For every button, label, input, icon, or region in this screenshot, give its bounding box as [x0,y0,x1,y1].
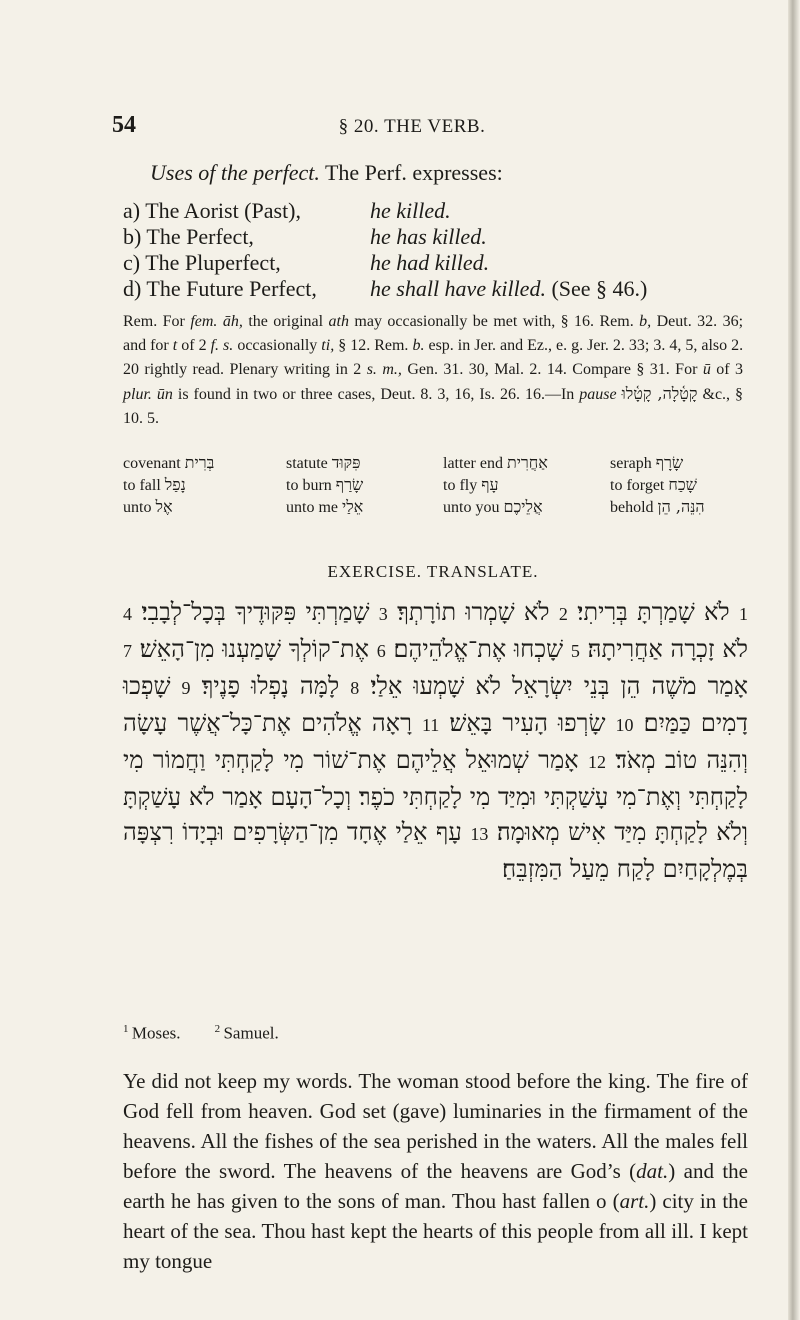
list-item-note: (See § 46.) [551,276,648,301]
sentence-text: שָׁמַרְתִּי פִּקּוּדֶיךָ בְּכָל־לְבָבִי׃ [141,598,370,626]
vocab-hebrew: עָף [481,475,499,494]
sentence-number: 9 [181,678,191,698]
list-item-value: he killed. [370,198,451,223]
hebrew-sentence [202,672,360,700]
vocabulary-table [123,453,743,519]
running-head: § 20. THE VERB. [338,116,486,137]
sentence-text: לָמָּה נָפְלוּ פָנֶיךָ׃ [201,672,340,700]
sentence-number: 4 [123,604,132,624]
rem-text: Gen. 31. 30, Mal. 2. 14. Compare § 31. For [407,361,698,378]
english-exercise [123,1066,748,1276]
vocab-hebrew: אַחֲרִית [506,453,548,472]
vocab-hebrew: שָׁכַח [668,475,697,494]
sentence-text: אָמַר שְׁמוּאֵל אֲלֵיהֶם אֶת־שׁוֹר מִי לָקַחְתִּי וַחֲמוֹר מִי לָקַחְתִּי וְאֶת־מִי עָשַׁקְתִּי וּמִיַּד מִי לָקַחְתִּי כֹפֶר׃ וְכָל־הָעָם אָמַר לֹא עָשַׁקְתָּ וְלֹא לָקַחְתָּ מִיַּד אִישׁ מְאוּמָה׃ [123,746,748,846]
sentence-number: 3 [378,604,388,624]
rem-text: of 2 [181,337,207,354]
rem-italic: pause [579,386,617,403]
sentence-number: 11 [421,715,440,735]
sentence-number: 8 [350,678,360,698]
list-item [123,250,763,276]
rem-italic: ū [702,361,711,378]
vocab-hebrew: נָפַל [164,475,186,494]
vocab-english: unto you [443,499,500,516]
rem-hebrew: קָטָ֫לָה, קָטָ֫לוּ [621,384,698,403]
rem-italic: ti, [321,337,335,354]
page-number: 54 [112,112,136,138]
sentence-text: עָף אֵלַי אֶחָד מִן־הַשְּׂרָפִים וּבְיָדוֹ רִצְפָּה בְּמֶלְקָחַיִם לָקַח מֵעַל הַמִּזְבֵּחַ׃ [123,818,748,883]
english-text: ) city in the heart of the sea. Thou hast kept the hearts of this people from all ill. I kept my tongue [123,1189,748,1273]
list-item-label: b) The Perfect, [123,224,254,249]
sentence-number: 1 [739,604,748,624]
vocab-entry [286,475,363,495]
vocab-english: to fall [123,477,161,494]
exercise-title: EXERCISE. TRANSLATE. [327,562,539,581]
sentence-text: לֹא שָׁמְרוּ תוֹרָתְךָ׃ [397,598,550,626]
list-item-label: d) The Future Perfect, [123,276,317,301]
page-header [112,112,712,148]
rem-text: Rem. For [123,313,185,330]
page-edge [788,0,800,1320]
list-item-value: he had killed. [370,250,490,275]
sentence-text: אֶת־קוֹלְךָ שָׁמַעְנוּ מִן־הָאֵשׁ׃ [139,635,369,663]
english-text: ) and the earth he has given to the sons of man. Thou hast fallen o ( [123,1159,748,1213]
list-item-label: a) The Aorist (Past), [123,198,302,223]
uses-lead: Uses of the perfect. [150,160,320,185]
hebrew-exercise [123,595,748,887]
rem-italic: b. [412,337,425,354]
vocab-entry [610,497,705,517]
sentence-number: 13 [470,824,489,844]
vocab-entry [123,475,186,495]
rem-text: may occasionally be met with, § 16. Rem. [354,313,634,330]
sentence-text: שָׁפְכוּ דָמִים כַּמַּיִם׃ [123,672,748,737]
vocab-row [123,475,743,497]
sentence-number: 7 [123,641,132,661]
vocab-english: behold [610,499,654,516]
rem-italic: ath [328,313,349,330]
vocab-english: latter end [443,455,503,472]
vocab-english: to forget [610,477,665,494]
vocab-hebrew: שָׂרַף [335,475,364,494]
vocab-entry [123,497,173,517]
sentence-text: שָׂרְפוּ הָעִיר בָּאֵשׁ׃ [449,709,606,737]
rem-text: Deut. 32. 36; and for [123,313,744,354]
english-italic: dat. [636,1159,669,1183]
vocab-entry [123,453,214,473]
list-item [123,224,763,250]
vocab-entry [443,497,543,517]
vocab-row [123,497,743,519]
hebrew-sentence [577,598,748,626]
vocab-entry [286,497,363,517]
vocab-row [123,453,743,475]
vocab-hebrew: הִנֵּה, הֵן [657,497,705,516]
sentence-text: אָמַר מֹשֶׁה הֵן בְּנֵי יִשְׂרָאֵל לֹא שָׁמְעוּ אֵלַי׃ [370,672,749,700]
rem-italic: fem. āh, [190,313,243,330]
rem-italic: b, [639,313,652,330]
vocab-entry [610,453,683,473]
footnotes [123,1023,743,1044]
rem-text: occasionally [237,337,318,354]
english-italic: art. [619,1189,650,1213]
rem-italic: plur. ūn [123,386,173,403]
vocab-english: seraph [610,455,652,472]
sentence-number: 5 [570,641,580,661]
rem-text: § 12. Rem. [338,337,409,354]
footnote-marker: 1 [123,1023,129,1035]
rem-italic: s. m., [366,361,402,378]
vocab-english: unto me [286,499,338,516]
rem-text: of 3 [716,361,744,378]
rem-italic: t [172,337,178,354]
hebrew-sentence [394,635,580,663]
perfect-uses-list [123,198,763,302]
sentence-text: לֹא זָכְרָה אַחֲרִיתָהּ׃ [587,635,748,663]
vocab-hebrew: אֲלֵיכֶם [503,497,543,516]
vocab-entry [443,475,499,495]
rem-text: esp. in Jer. and Ez., e. g. Jer. 2. 33; 3. 4, 5, also 2. 20 rightly read. Plenary writing in 2 [123,337,744,378]
sentence-text: רָאָה אֱלֹהִים אֶת־כָּל־אֲשֶׁר עָשָׂה וְהִנֵּה טוֹב מְאֹד׃ [123,709,748,774]
vocab-entry [610,475,697,495]
rem-text: the original [248,313,324,330]
vocab-english: statute [286,455,328,472]
sentence-number: 6 [376,641,386,661]
uses-heading [150,160,750,186]
vocab-hebrew: פִּקּוּד [331,453,361,472]
hebrew-sentence [449,709,633,737]
rem-text: &c., § 10. 5. [123,386,744,427]
vocab-entry [443,453,548,473]
footnote-marker: 2 [214,1023,221,1035]
rem-italic: f. s. [210,337,234,354]
uses-text: The Perf. expresses: [324,160,503,185]
footnote-text: Samuel. [223,1023,279,1043]
vocab-hebrew: בְּרִית [184,453,215,472]
list-item-label: c) The Pluperfect, [123,250,281,275]
sentence-number: 10 [615,715,634,735]
sentence-text: לֹא שָׁמַרְתָּ בְּרִיתִי׃ [577,598,730,626]
vocab-english: covenant [123,455,181,472]
vocab-hebrew: שָׂרָף [655,453,684,472]
list-item-value [370,276,647,302]
vocab-english: unto [123,499,152,516]
hebrew-sentence [141,598,387,626]
vocab-hebrew: אֶל [155,497,173,516]
vocab-english: to burn [286,477,332,494]
vocab-hebrew: אֵלַי [342,497,364,516]
remark-paragraph [123,310,743,431]
sentence-number: 12 [587,752,606,772]
list-item-value: he has killed. [370,224,487,249]
sentence-text: שָׁכְחוּ אֶת־אֱלֹהֵיהֶם׃ [393,635,564,663]
hebrew-sentence [140,635,386,663]
list-item [123,276,763,302]
hebrew-sentence [397,598,568,626]
sentence-number: 2 [558,604,568,624]
rem-text: is found in two or three cases, Deut. 8. 3, 16, Is. 26. 16.—In [177,386,575,403]
english-text: Ye did not keep my words. The woman stood before the king. The fire of God fell from heaven. God set (gave) luminaries in the firmament of the heavens. All the fishes of the sea perished in the waters. All the males fell before the sword. The heavens of the heavens are God’s ( [123,1069,748,1183]
footnote-text: Moses. [131,1023,181,1043]
vocab-english: to fly [443,477,478,494]
vocab-entry [286,453,361,473]
list-item [123,198,763,224]
list-item-value-text: he shall have killed. [370,276,546,301]
